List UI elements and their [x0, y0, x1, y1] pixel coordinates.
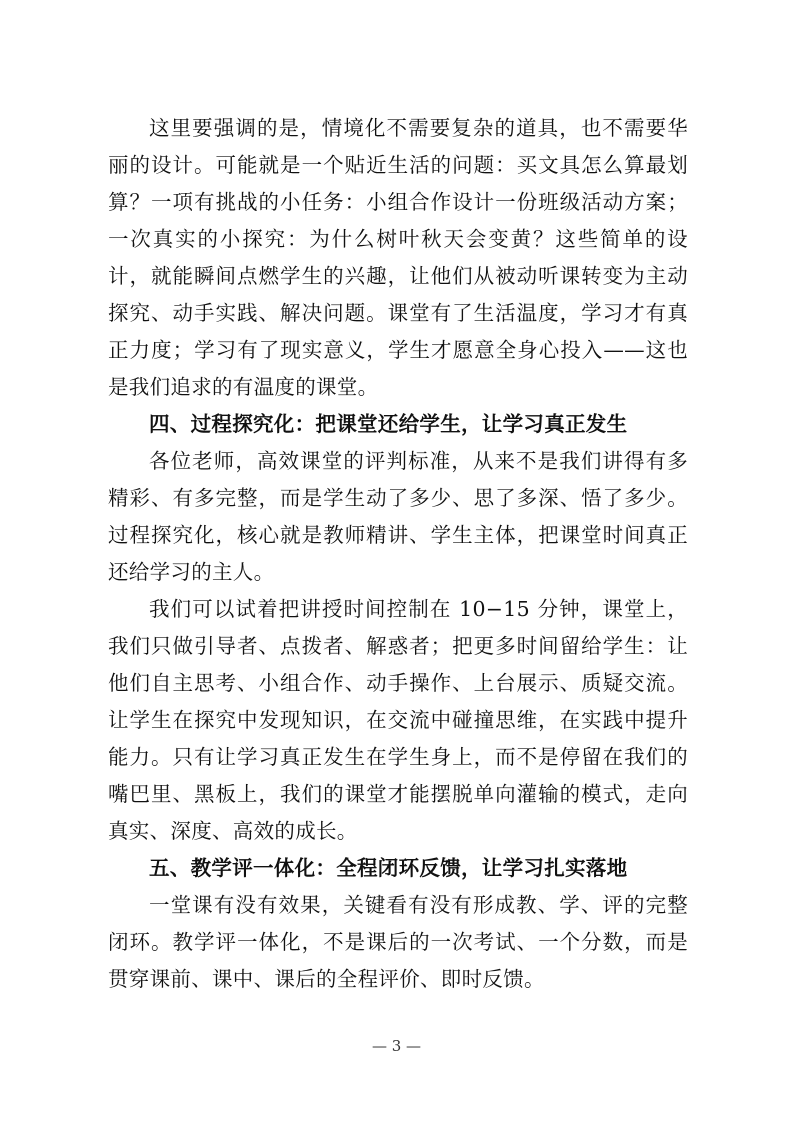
- section-heading: 五、教学评一体化：全程闭环反馈，让学习扎实落地: [149, 856, 628, 880]
- body-paragraph: 这里要强调的是，情境化不需要复杂的道具，也不需要华丽的设计。可能就是一个贴近生活的问题：买文具怎么算最划算？一项有挑战的小任务：小组合作设计一份班级活动方案；一次真实的小探究：为什么树叶秋天会变黄？这些简单的设计，就能瞬间点燃学生的兴趣，让他们从被动听课转变为主动探究、动手实践、解决问题。课堂有了生活温度，学习才有真正力度；学习有了现实意义，学生才愿意全身心投入——这也是我们追求的有温度的课堂。: [108, 116, 688, 399]
- section-heading: 四、过程探究化：把课堂还给学生，让学习真正发生: [149, 412, 628, 436]
- body-paragraph: 我们可以试着把讲授时间控制在 10−15 分钟，课堂上，我们只做引导者、点拨者、解惑者；把更多时间留给学生：让他们自主思考、小组合作、动手操作、上台展示、质疑交流。让学生在探究中发现知识，在交流中碰撞思维，在实践中提升能力。只有让学习真正发生在学生身上，而不是停留在我们的嘴巴里、黑板上，我们的课堂才能摆脱单向灌输的模式，走向真实、深度、高效的成长。: [108, 597, 688, 843]
- document-body: [108, 110, 688, 998]
- body-paragraph: 各位老师，高效课堂的评判标准，从来不是我们讲得有多精彩、有多完整，而是学生动了多少、思了多深、悟了多少。过程探究化，核心就是教师精讲、学生主体，把课堂时间真正还给学习的主人。: [108, 449, 688, 584]
- page-number: — 3 —: [371, 1037, 422, 1055]
- body-paragraph: 一堂课有没有效果，关键看有没有形成教、学、评的完整闭环。教学评一体化，不是课后的一次考试、一个分数，而是贯穿课前、课中、课后的全程评价、即时反馈。: [108, 893, 688, 991]
